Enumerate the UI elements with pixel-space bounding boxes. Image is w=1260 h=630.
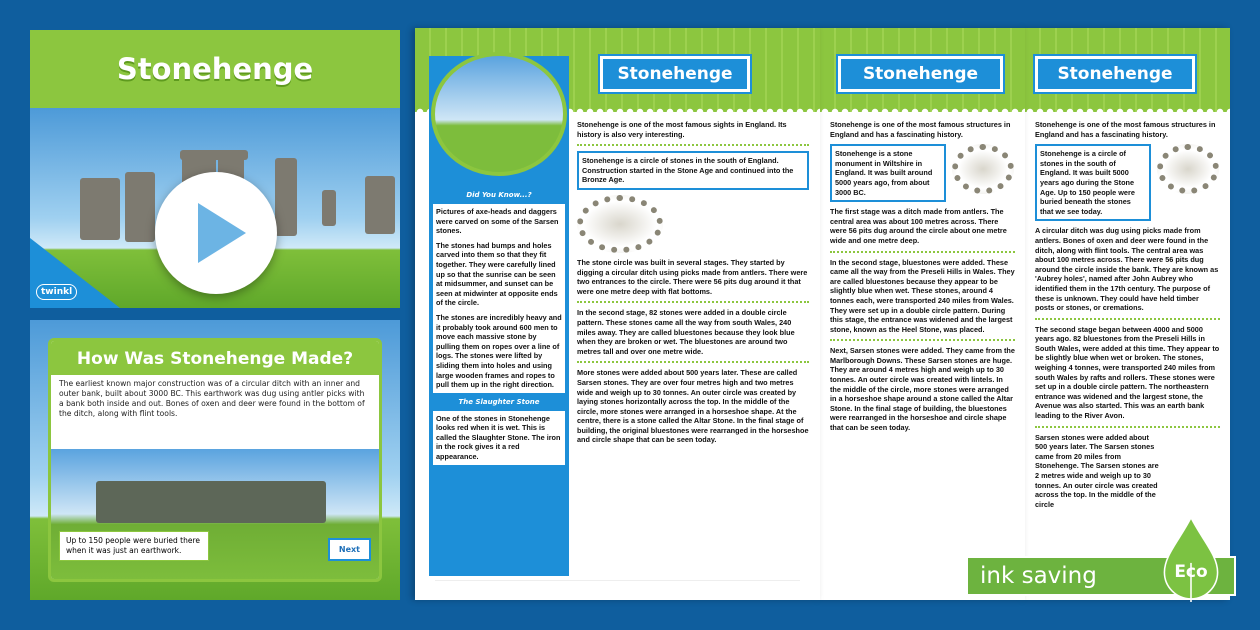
play-button[interactable] (155, 172, 277, 294)
page-footer (435, 580, 800, 594)
facts-box (433, 204, 565, 393)
stonehenge-illustration (1157, 144, 1219, 194)
intro-text: Stonehenge is one of the most famous structures in England and has a fascinating history. (1035, 120, 1216, 139)
divider (830, 339, 1015, 341)
paragraph: In the second stage, 82 stones were added in a double circle pattern. These stones came all the way from south Wales, 240 miles away. They are called bluestones because they look blue when they are broken or wet. The bluestones are around two metres tall and over one metre wide. (577, 308, 795, 356)
eco-leaf-icon (1162, 516, 1220, 602)
slide-heading: How Was Stonehenge Made? (51, 341, 379, 375)
slaughter-stone-box (433, 411, 565, 465)
info-box-text: Stonehenge is a circle of stones in the south of England. Construction started in the Stone Age and continued into the Bronze Age. (582, 156, 794, 185)
paragraph: The second stage began between 4000 and 5000 years ago. 82 bluestones from the Preseli Hills in South Wales, were added at this time. They appear to be slightly blue when wet or broken. The stones, weighing 4 tonnes, were transported 240 miles from south Wales by rafts and rollers. These stones were set up in a double circle pattern. The northeastern entrance was widened and the largest stone, the Avenue was also started. This was an earth bank leading to the River Avon. (1035, 324, 1220, 421)
slide-body: The earliest known major construction was of a circular ditch with an inner and outer bank, built about 3000 BC. This earthwork was dug using antler picks with a bank both inside and out. Bones of oxen and deer were found in the bottom of the ditch, along with flint tools. (59, 379, 365, 418)
paragraph: Next, Sarsen stones were added. They came from the Marlborough Downs. These Sarsen stones are huge. They are around 4 metres high and weigh up to 30 tonnes. An outer circle was created with lintels. In the middle of the circle, more stones were arranged in a horseshoe shape around a stone called the Altar Stone. In the final stage of building, the bluestones were rearranged in the horseshoe and circle shape that can be seen today. (830, 346, 1015, 433)
page-title: Stonehenge (1035, 56, 1195, 92)
worksheet-page-2 (820, 28, 1025, 600)
content-slide (30, 320, 400, 600)
divider (577, 144, 809, 146)
info-box-text: Stonehenge is a stone monument in Wiltshire in England. It was built around 5000 years ago, from about 3000 BC. (835, 149, 933, 197)
slaughter-stone-text: One of the stones in Stonehenge looks red when it is wet. This is called the Slaughter Stone. The iron in the rock gives it a red appearance. (436, 413, 561, 462)
next-button[interactable]: Next (328, 538, 371, 561)
main-column (577, 120, 809, 445)
stonehenge-illustration (577, 195, 663, 253)
info-box (830, 144, 946, 202)
divider (1035, 318, 1220, 320)
stonehenge-illustration (952, 144, 1014, 194)
fact-note: Up to 150 people were buried there when it was just an earthwork. (59, 531, 209, 561)
slide-card (48, 338, 382, 582)
page-title: Stonehenge (600, 56, 750, 92)
info-box-text: Stonehenge is a circle of stones in the south of England. It was built 5000 years ago during the Stone Age. Up to 150 people were buried beneath the stones that we see today. (1040, 149, 1135, 216)
main-column (830, 120, 1015, 433)
play-icon (198, 203, 246, 263)
twinkl-logo: twinkl (36, 284, 77, 300)
divider (577, 361, 809, 363)
fact: Pictures of axe-heads and daggers were carved on some of the Sarsen stones. (436, 207, 559, 236)
stonehenge-circle-image (431, 52, 567, 176)
info-box (577, 151, 809, 190)
page-title: Stonehenge (838, 56, 1003, 92)
intro-text: Stonehenge is one of the most famous sights in England. Its history is also very interesting. (577, 120, 787, 139)
worksheet-page-1 (415, 28, 820, 600)
divider (1035, 426, 1220, 428)
slide-title: Stonehenge (116, 52, 314, 86)
paragraph: The first stage was a ditch made from antlers. The central area was about 100 metres across. There were 56 pits dug around the circle about one metre wide and one metre deep. (830, 207, 1007, 245)
divider (830, 251, 1015, 253)
divider (577, 301, 809, 303)
ink-saving-label: ink saving (980, 563, 1097, 589)
paragraph: The stone circle was built in several stages. They started by digging a circular ditch using picks made from antlers. There were two entrances to the circle. There were 56 pits dug around it that were one metre deep with flat bottoms. (577, 257, 808, 296)
slaughter-stone-heading: The Slaughter Stone (458, 397, 540, 406)
worksheet-page-3 (1025, 28, 1230, 600)
did-you-know-heading: Did You Know...? (466, 191, 532, 199)
paragraph: Sarsen stones were added about 500 years later. The Sarsen stones came from 20 miles from Stonehenge. The Sarsen stones are 2 metres wide and weigh up to 30 tonnes. An outer circle was created across the top. In the middle of the circle (1035, 432, 1159, 509)
paragraph: A circular ditch was dug using picks made from antlers. Bones of oxen and deer were found in the ditch, along with flint tools. The central area was about 100 metres across. There were 56 pits dug around the circle inside the bank. They are known as 'Aubrey holes', named after John Aubrey who identified them in the 17th century. The purpose of these is unknown. They could have held timber posts or stones, or cremations. (1035, 226, 1219, 313)
info-box (1035, 144, 1151, 221)
intro-text: Stonehenge is one of the most famous structures in England and has a fascinating history. (830, 120, 1011, 139)
paragraph: In the second stage, bluestones were added. These came all the way from the Preseli Hills in Wales. They are called bluestones because they appear to be slightly blue when wet. These stones, around 4 tonnes each, were transported 240 miles from Wales. They were set up in a double circle pattern. During this stage, the entrance was widened and the largest stone, known as the Heel Stone, was placed. (830, 257, 1015, 334)
eco-label: Eco (1174, 562, 1208, 582)
fact: The stones had bumps and holes carved into them so that they fit together. They were carefully lined up so that the sunrise can be seen at midsummer, and sunset can be seen at midwinter at opposite ends of the circle. (436, 240, 558, 308)
fact: The stones are incredibly heavy and it probably took around 600 men to move each massive stone by pulling them on ropes over a line of logs. The stones were lifted by sliding them into holes and using large wooden frames and ropes to pull them up in the right direction. (436, 312, 562, 390)
main-column (1035, 120, 1220, 509)
paragraph: More stones were added about 500 years later. These are called Sarsen stones. They are over four metres high and two metres wide and weigh up to 30 tonnes. An outer circle was created by laying stones horizontally across the top. In the middle of the circle, more stones were arranged in a horseshoe shape. At the centre, there is a stone called the Altar Stone. In the final stage of building, the original bluestones were rearranged in the horseshoe and circle shape that can be seen today. (577, 368, 809, 445)
